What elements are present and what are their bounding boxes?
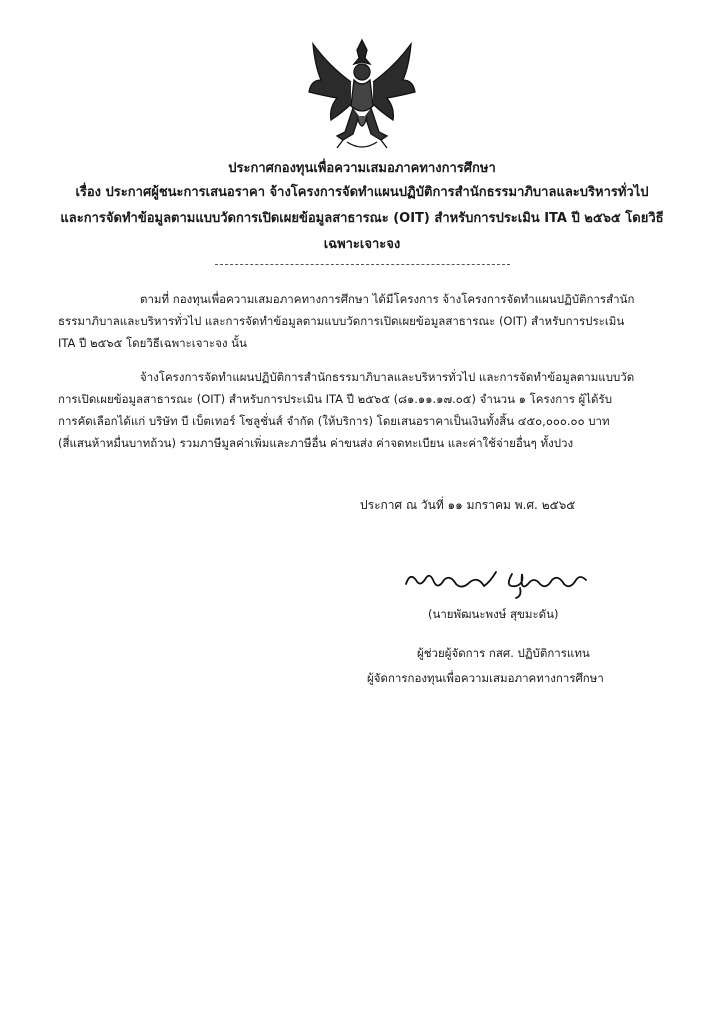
paragraph-line: (สี่แสนห้าหมื่นบาทถ้วน) รวมภาษีมูลค่าเพิ่มและภาษีอื่น ค่าขนส่ง ค่าจดทะเบียน และค่าใช้จ่ายอื่นๆ ทั้งปวง	[58, 436, 574, 450]
announcement-date: ประกาศ ณ วันที่ ๑๑ มกราคม พ.ศ. ๒๕๖๕	[360, 498, 576, 512]
subject-line-3: เฉพาะเจาะจง	[323, 237, 401, 252]
signatory-position-1: ผู้ช่วยผู้จัดการ กสศ. ปฏิบัติการแทน	[417, 646, 590, 660]
paragraph-line: จ้างโครงการจัดทำแผนปฏิบัติการสำนักธรรมาภิบาลและบริหารทั่วไป และการจัดทำข้อมูลตามแบบวัด	[140, 370, 635, 384]
subject-line-1: เรื่อง ประกาศผู้ชนะการเสนอราคา จ้างโครงการจัดทำแผนปฏิบัติการสำนักธรรมาภิบาลและบริหารทั่วไป	[75, 185, 649, 200]
signatory-position-2: ผู้จัดการกองทุนเพื่อความเสมอภาคทางการศึกษา	[367, 671, 604, 685]
subject-line-2: และการจัดทำข้อมูลตามแบบวัดการเปิดเผยข้อมูลสาธารณะ (OIT) สำหรับการประเมิน ITA ปี ๒๕๖๕ โดยวิธี	[60, 211, 664, 226]
paragraph-award	[58, 366, 668, 454]
heading-divider	[215, 264, 510, 265]
paragraph-line: ตามที่ กองทุนเพื่อความเสมอภาคทางการศึกษา ได้มีโครงการ จ้างโครงการจัดทำแผนปฏิบัติการสำนัก	[140, 292, 635, 306]
paragraph-background	[58, 288, 668, 354]
paragraph-line: ITA ปี ๒๕๖๕ โดยวิธีเฉพาะเจาะจง นั้น	[58, 336, 247, 350]
handwritten-signature	[400, 562, 600, 600]
paragraph-line: ธรรมาภิบาลและบริหารทั่วไป และการจัดทำข้อมูลตามแบบวัดการเปิดเผยข้อมูลสาธารณะ (OIT) สำหรับการประเมิน	[58, 314, 625, 328]
issuer-title: ประกาศกองทุนเพื่อความเสมอภาคทางการศึกษา	[228, 161, 496, 176]
paragraph-line: การคัดเลือกได้แก่ บริษัท บี เบ็ตเทอร์ โซลูชั่นส์ จำกัด (ให้บริการ) โดยเสนอราคาเป็นเงินทั้งสิ้น ๔๕๐,๐๐๐.๐๐ บาท	[58, 414, 610, 428]
paragraph-line: การเปิดเผยข้อมูลสาธารณะ (OIT) สำหรับการประเมิน ITA ปี ๒๕๖๕ (๘๑.๑๑.๑๗.๐๕) จำนวน ๑ โครงการ ผู้ได้รับ	[58, 392, 612, 406]
garuda-emblem	[307, 36, 417, 154]
signatory-name: (นายพัฒนะพงษ์ สุขมะดัน)	[428, 607, 559, 621]
